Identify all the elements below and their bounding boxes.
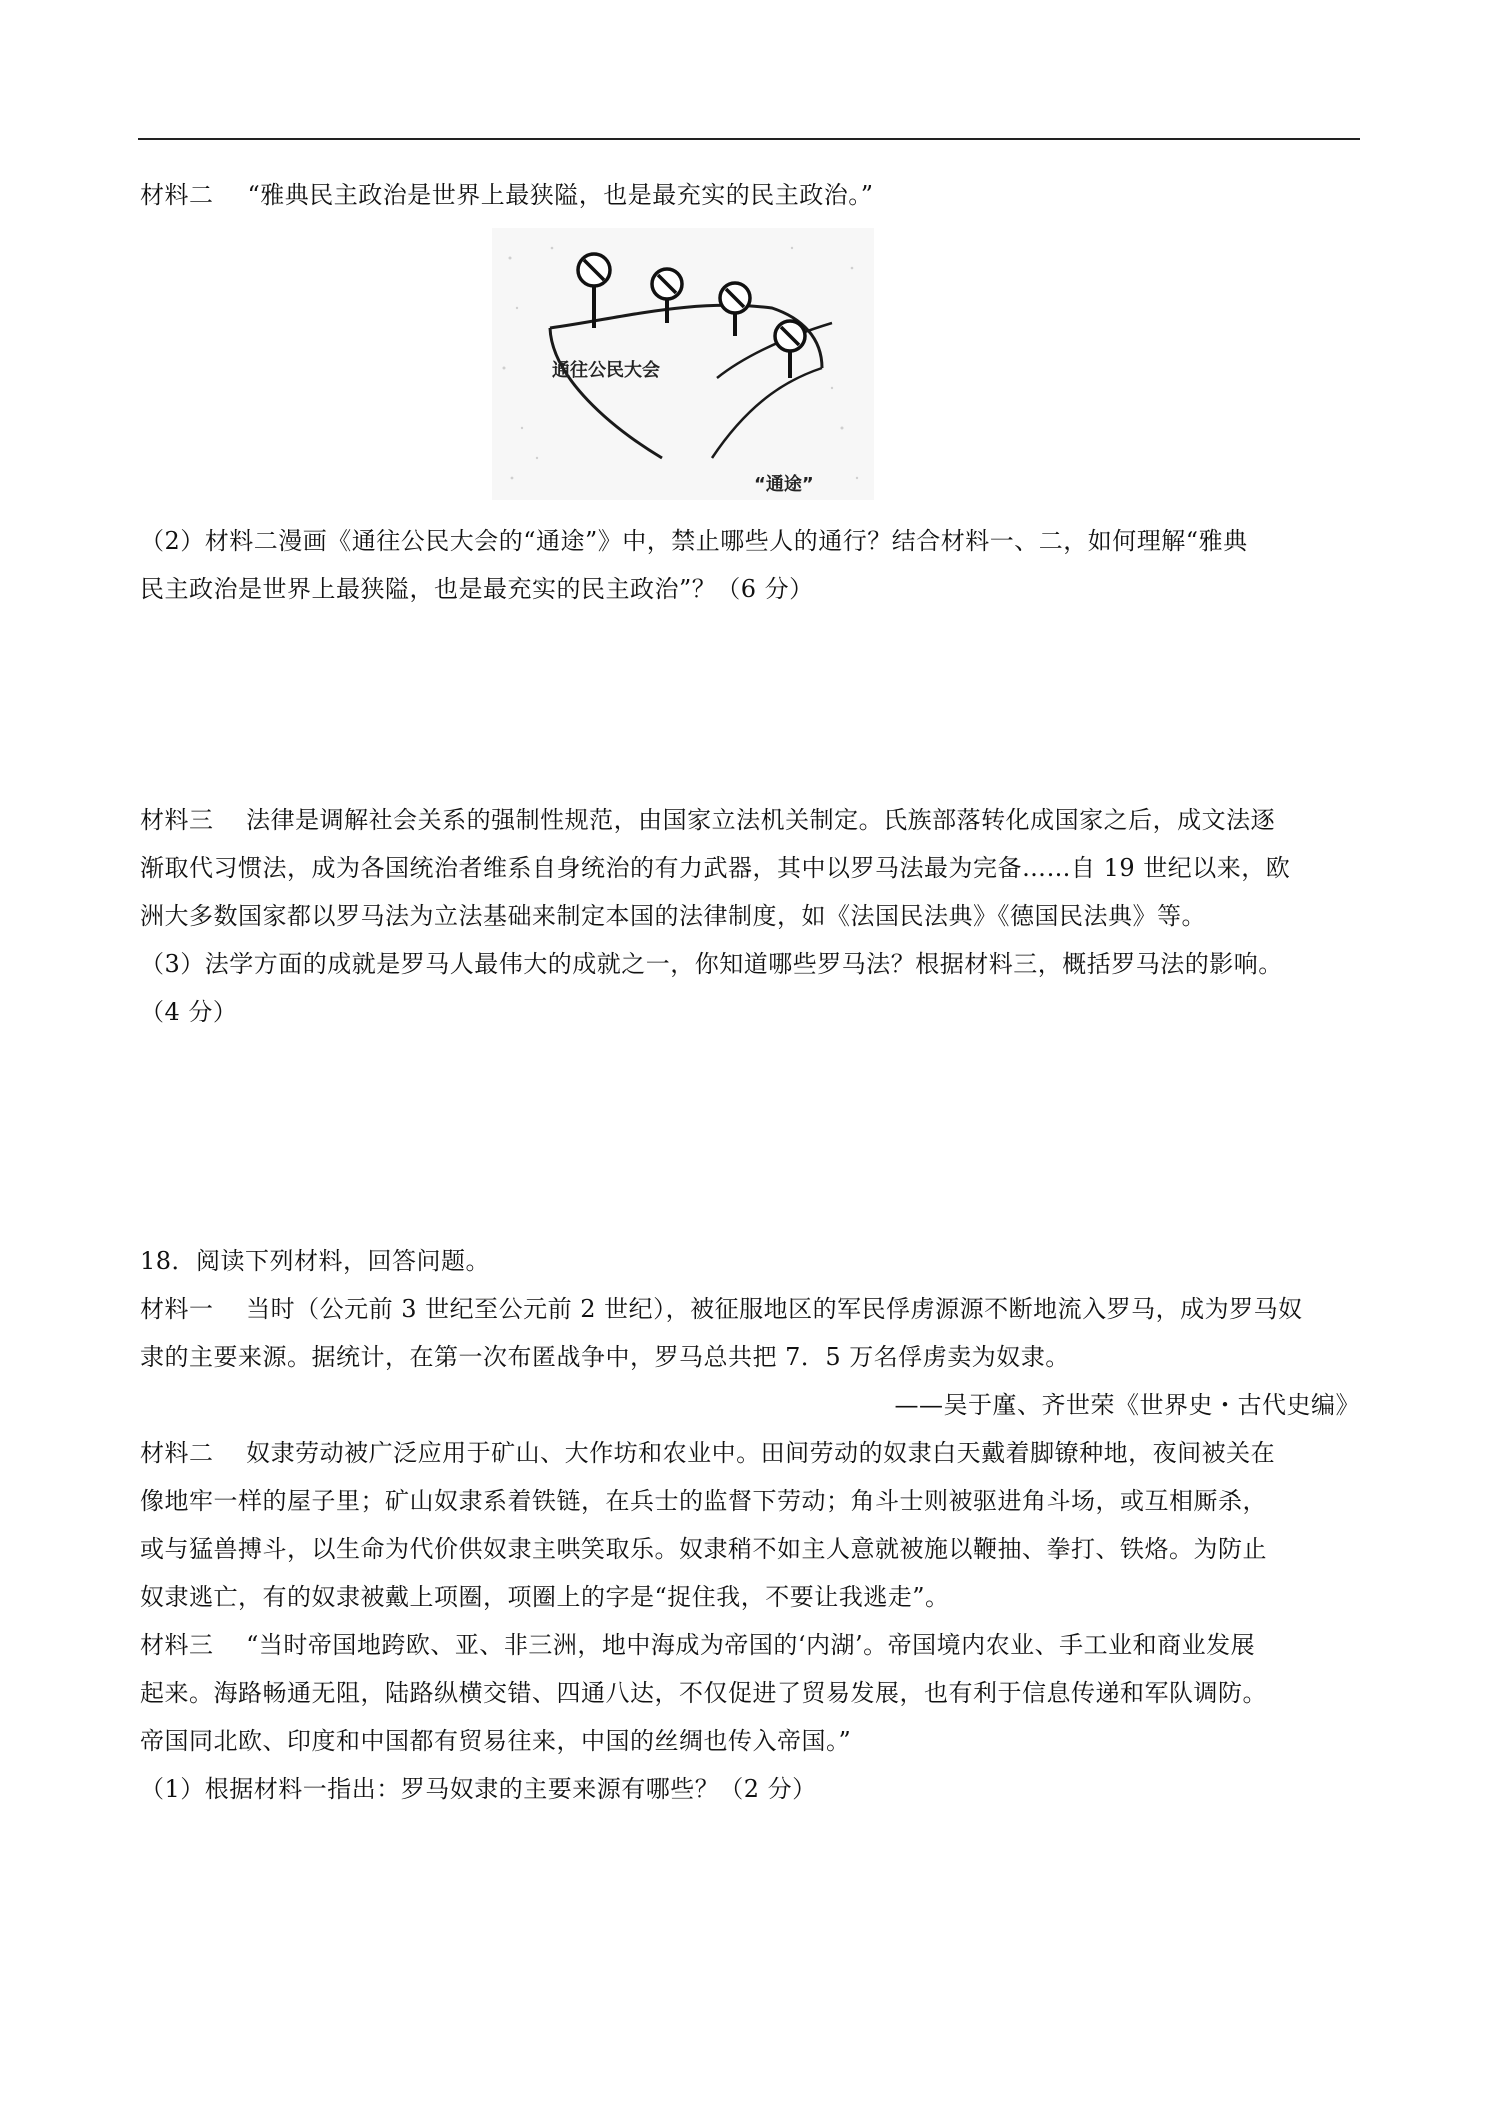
cartoon-caption: “通途” bbox=[754, 474, 814, 495]
prohibition-sign-4 bbox=[775, 321, 805, 378]
material2-quote bbox=[140, 180, 874, 210]
road-left-edge bbox=[550, 328, 662, 458]
cartoon-road-label: 通往公民大会 bbox=[552, 360, 660, 381]
q18-material1-line-2: 隶的主要来源。据统计，在第一次布匿战争中，罗马总共把 7．5 万名俘虏卖为奴隶。 bbox=[140, 1343, 1070, 1371]
q18-material2-line-2: 像地牢一样的屋子里；矿山奴隶系着铁链，在兵士的监督下劳动；角斗士则被驱进角斗场，或互相厮杀， bbox=[140, 1487, 1267, 1515]
material3-line-1: 材料三 法律是调解社会关系的强制性规范，由国家立法机关制定。氏族部落转化成国家之后，成文法逐 bbox=[140, 806, 1276, 834]
question3-line-2: （4 分） bbox=[140, 998, 238, 1026]
question3-line-1: （3）法学方面的成就是罗马人最伟大的成就之一，你知道哪些罗马法？根据材料三，概括罗马法的影响。 bbox=[140, 950, 1283, 978]
q18-material3-line-3: 帝国同北欧、印度和中国都有贸易往来，中国的丝绸也传入帝国。” bbox=[140, 1727, 852, 1755]
material2-quote-text: “雅典民主政治是世界上最狭隘，也是最充实的民主政治。” bbox=[247, 181, 874, 209]
q18-heading: 18．阅读下列材料，回答问题。 bbox=[140, 1247, 491, 1275]
q18-question1: （1）根据材料一指出：罗马奴隶的主要来源有哪些？（2 分） bbox=[140, 1775, 817, 1803]
material3-line-3: 洲大多数国家都以罗马法为立法基础来制定本国的法律制度，如《法国民法典》《德国民法典》等。 bbox=[140, 902, 1206, 930]
q18-material3-line-2: 起来。海路畅通无阻，陆路纵横交错、四通八达，不仅促进了贸易发展，也有利于信息传递和军队调防。 bbox=[140, 1679, 1267, 1707]
q18-material2-line-4: 奴隶逃亡，有的奴隶被戴上项圈，项圈上的字是“捉住我，不要让我逃走”。 bbox=[140, 1583, 950, 1611]
q18-source: ——吴于廑、齐世荣《世界史・古代史编》 bbox=[894, 1391, 1360, 1419]
q18-material2-line-1: 材料二 奴隶劳动被广泛应用于矿山、大作坊和农业中。田间劳动的奴隶白天戴着脚镣种地，夜间被关在 bbox=[140, 1439, 1276, 1467]
q18-material1-line-1: 材料一 当时（公元前 3 世纪至公元前 2 世纪），被征服地区的军民俘虏源源不断地流入罗马，成为罗马奴 bbox=[140, 1295, 1303, 1323]
prohibition-sign-3 bbox=[720, 283, 750, 336]
prohibition-sign-2 bbox=[652, 269, 682, 323]
question2-line-1: （2）材料二漫画《通往公民大会的“通途”》中，禁止哪些人的通行？结合材料一、二，如何理解“雅典 bbox=[140, 527, 1248, 555]
material2-label: 材料二 bbox=[140, 181, 214, 209]
q18-material3-line-1: 材料三 “当时帝国地跨欧、亚、非三洲，地中海成为帝国的‘内湖’。帝国境内农业、手工业和商业发展 bbox=[140, 1631, 1256, 1659]
cartoon-drawing bbox=[492, 228, 874, 500]
q18-material2-line-3: 或与猛兽搏斗，以生命为代价供奴隶主哄笑取乐。奴隶稍不如主人意就被施以鞭抽、拳打、铁烙。为防止 bbox=[140, 1535, 1267, 1563]
prohibition-sign-1 bbox=[578, 254, 610, 328]
header-rule bbox=[138, 138, 1360, 140]
road-right-edge bbox=[712, 368, 822, 458]
material3-line-2: 渐取代习惯法，成为各国统治者维系自身统治的有力武器，其中以罗马法最为完备……自 19 世纪以来，欧 bbox=[140, 854, 1291, 882]
question2-line-2: 民主政治是世界上最狭隘，也是最充实的民主政治”？（6 分） bbox=[140, 575, 814, 603]
cartoon-image bbox=[492, 228, 874, 500]
